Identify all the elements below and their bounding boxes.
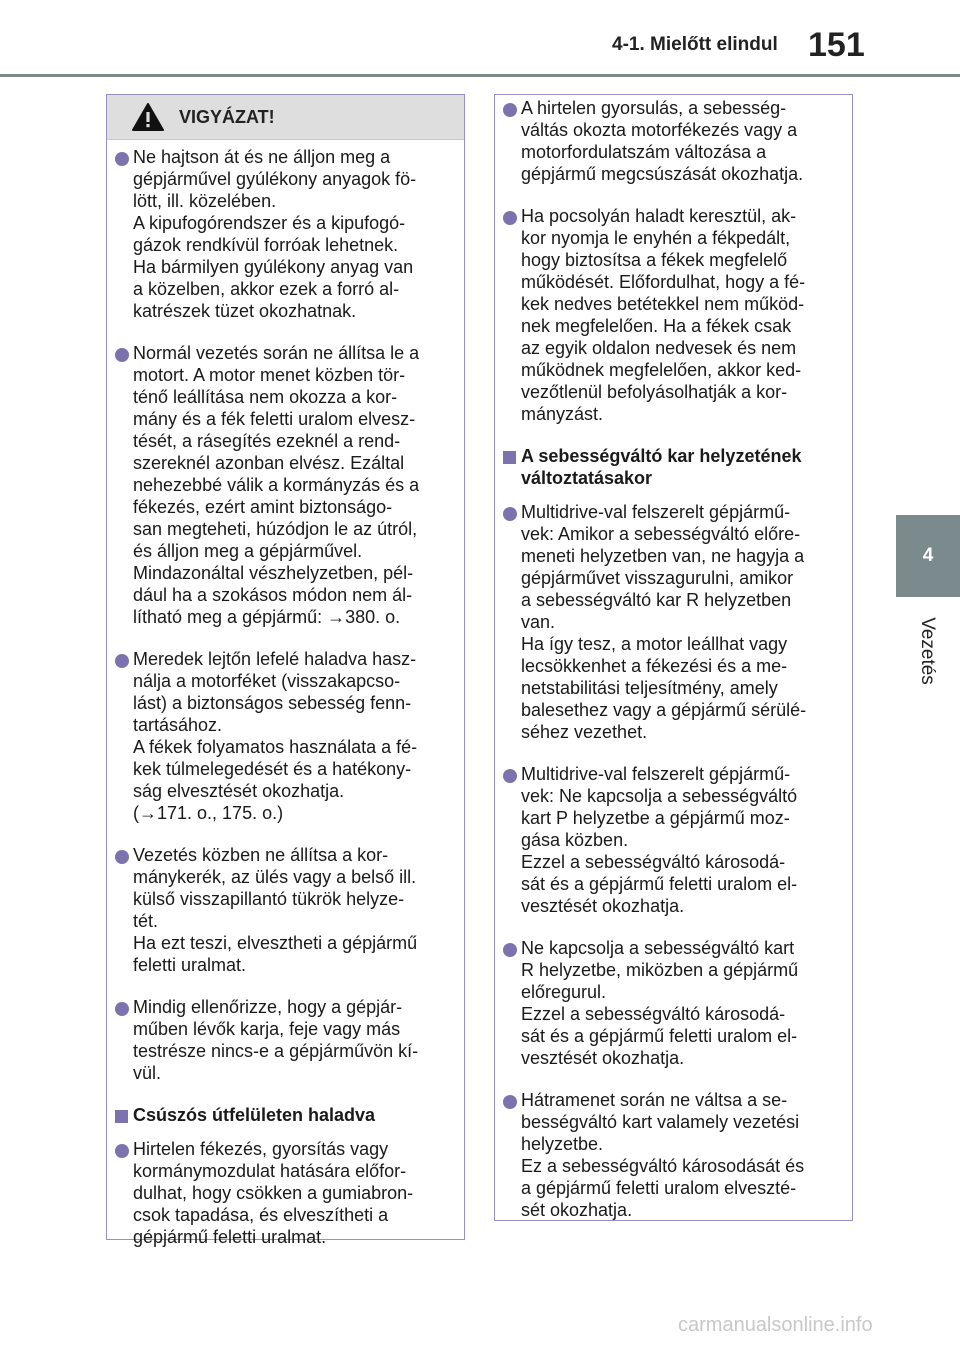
section-heading-text: A sebességváltó kar helyzetének változtatásakor bbox=[521, 446, 802, 488]
list-item-text: Ha pocsolyán haladt keresztül, ak- kor nyomja le enyhén a fékpedált, hogy biztosítsa a fékek megfelelő működését. Előfordulhat, hogy a fé- kek nedves betétekkel nem működ- nek megfelelően. Ha a fékek csak az egyik oldalon nedvesek és nem működnek megfelelően, akkor ked- vezőtlenül befolyásolhatják a kor- mányzást. bbox=[521, 206, 806, 424]
bullet-icon bbox=[503, 769, 517, 783]
header-divider bbox=[0, 74, 960, 77]
list-item-text: Hátramenet során ne váltsa a se- bességváltó kart valamely vezetési helyzetbe. Ez a sebességváltó károsodását és a gépjármű feletti uralom elveszté- sét okozhatja. bbox=[521, 1090, 805, 1220]
page-number: 151 bbox=[808, 26, 865, 64]
list-item bbox=[115, 1138, 450, 1248]
list-item bbox=[503, 1089, 838, 1221]
list-item bbox=[503, 763, 838, 917]
list-item bbox=[115, 844, 450, 976]
square-bullet-icon bbox=[115, 1110, 128, 1123]
list-item bbox=[115, 648, 450, 824]
chapter-tab-label bbox=[912, 606, 942, 696]
warning-title: VIGYÁZAT! bbox=[179, 106, 275, 127]
section-heading-text: Csúszós útfelületen haladva bbox=[133, 1105, 376, 1125]
list-item-text: Meredek lejtőn lefelé haladva hasz- nálja a motorféket (visszakapcso- lást) a biztonságos sebesség fenn- tartásához. A fékek folyamatos használata a fé- kek túlmelegedését és a hatékony- ság elvesztését okozhatja. (→171. o., 175. o.) bbox=[133, 649, 418, 823]
list-item-text: Hirtelen fékezés, gyorsítás vagy kormánymozdulat hatására előfor- dulhat, hogy csökken a gumiabron- csok tapadása, és elveszítheti a gépjármű feletti uralmat. bbox=[133, 1139, 414, 1247]
bullet-icon bbox=[503, 1095, 517, 1109]
bullet-icon bbox=[503, 103, 517, 117]
list-item-text: Ne kapcsolja a sebességváltó kart R helyzetbe, miközben a gépjármű előregurul. Ezzel a sebességváltó károsodá- sát és a gépjármű feletti uralom el- vesztését okozhatja. bbox=[521, 938, 799, 1068]
bullet-icon bbox=[115, 1002, 129, 1016]
bullet-icon bbox=[503, 211, 517, 225]
list-item-text: A hirtelen gyorsulás, a sebesség- váltás okozta motorfékezés vagy a motorfordulatszám változása a gépjármű megcsúszását okozhatja. bbox=[521, 98, 804, 184]
list-item bbox=[503, 501, 838, 743]
section-title: 4-1. Mielőtt elindul bbox=[612, 34, 778, 55]
list-item-text: Multidrive-val felszerelt gépjármű- vek: Ne kapcsolja a sebességváltó kart P helyzetbe a gépjármű moz- gása közben. Ezzel a sebességváltó károsodá- sát és a gépjármű feletti uralom el- vesztését okozhatja. bbox=[521, 764, 798, 916]
list-item bbox=[115, 996, 450, 1084]
footer-watermark: carmanualsonline.info bbox=[678, 1314, 873, 1336]
warning-box-right bbox=[494, 94, 853, 1221]
warning-header bbox=[107, 95, 464, 140]
list-item bbox=[115, 146, 450, 322]
list-item-text: Normál vezetés során ne állítsa le a motort. A motor menet közben tör- ténő leállítása nem okozza a kor- mány és a fék feletti uralom elvesz- tését, a rásegítés ezeknél a rend- szereknél azonban elvész. Ezáltal nehezebbé válik a kormányzás és a fékezés, ezért amint biztonságo- san megteheti, húzódjon le az útról, és álljon meg a gépjárművel. Mindazonáltal vészhelyzetben, pél- dául ha a szokásos módon nem ál- lítható meg a gépjármű: →380. o. bbox=[133, 343, 420, 627]
bullet-icon bbox=[503, 943, 517, 957]
list-item-text: Vezetés közben ne állítsa a kor- mánykerék, az ülés vagy a belső ill. külső visszapillantó tükrök helyze- tét. Ha ezt teszi, elvesztheti a gépjármű feletti uralmat. bbox=[133, 845, 418, 975]
list-item bbox=[503, 937, 838, 1069]
list-item-text: Multidrive-val felszerelt gépjármű- vek: Amikor a sebességváltó előre- meneti helyzetben van, ne hagyja a gépjárművet visszagurulni, amikor a sebességváltó kar R helyzetben van. Ha így tesz, a motor leállhat vagy lecsökkenhet a fékezési és a me- netstabilitási teljesítmény, amely balesethez vagy a gépjármű sérülé- séhez vezethet. bbox=[521, 502, 807, 742]
list-item bbox=[503, 97, 838, 185]
chapter-tab-number: 4 bbox=[896, 515, 960, 597]
section-heading bbox=[503, 445, 838, 489]
list-item-text: Ne hajtson át és ne álljon meg a gépjárművel gyúlékony anyagok fö- lött, ill. közelében. A kipufogórendszer és a kipufogó- gázok rendkívül forróak lehetnek. Ha bármilyen gyúlékony anyag van a közelben, akkor ezek a forró al- katrészek tüzet okozhatnak. bbox=[133, 147, 417, 321]
bullet-icon bbox=[115, 850, 129, 864]
bullet-icon bbox=[115, 152, 129, 166]
bullet-icon bbox=[115, 654, 129, 668]
list-item bbox=[503, 205, 838, 425]
bullet-icon bbox=[115, 348, 129, 362]
list-item-text: Mindig ellenőrizze, hogy a gépjár- műben lévők karja, feje vagy más testrésze nincs-e a gépjárművön kí- vül. bbox=[133, 997, 419, 1083]
bullet-icon bbox=[115, 1144, 129, 1158]
bullet-icon bbox=[503, 507, 517, 521]
list-item bbox=[115, 342, 450, 628]
warning-box-left bbox=[106, 94, 465, 1247]
warning-triangle-icon bbox=[131, 102, 165, 132]
left-column-content bbox=[107, 140, 464, 1248]
right-column-content bbox=[495, 95, 852, 1221]
square-bullet-icon bbox=[503, 451, 516, 464]
chapter-label-text: Vezetés bbox=[917, 617, 939, 685]
section-heading bbox=[115, 1104, 450, 1126]
